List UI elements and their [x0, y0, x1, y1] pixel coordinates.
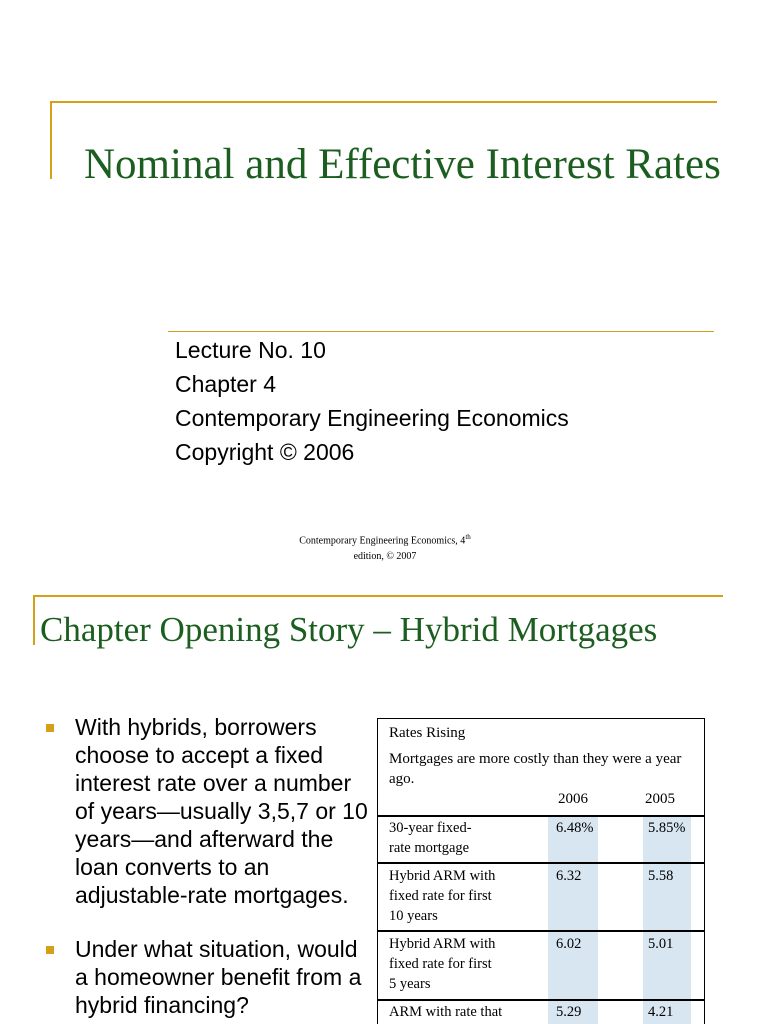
accent-top-rule [33, 595, 723, 597]
rate-2005: 4.21 [648, 1004, 674, 1020]
label-line: fixed rate for first [389, 888, 492, 904]
accent-vertical-bar [33, 595, 35, 645]
story-slide [0, 585, 768, 1024]
table-row-label [389, 866, 495, 926]
label-line: Hybrid ARM with [389, 868, 496, 884]
table-row-label [389, 1002, 502, 1022]
accent-vertical-bar [50, 101, 52, 179]
label-line: 5 years [389, 976, 431, 992]
row-divider [378, 862, 704, 864]
label-line: ARM with rate that [389, 1004, 503, 1020]
rate-2005: 5.01 [648, 936, 674, 952]
rates-table [377, 718, 705, 1024]
footer-superscript: th [465, 533, 471, 541]
chapter-label: Chapter 4 [175, 371, 277, 397]
copyright-line: Copyright © 2006 [175, 439, 355, 465]
subtitle-rule [168, 331, 714, 332]
bullet-item [46, 713, 376, 909]
column-highlight-2005 [643, 817, 691, 1024]
table-row-label [389, 818, 472, 858]
label-line: 30-year fixed- [389, 820, 472, 836]
table-row-label [389, 934, 495, 994]
rate-2006: 6.02 [556, 936, 582, 952]
subtitle-block [175, 333, 569, 469]
rates-table-title: Rates Rising [389, 725, 466, 741]
lecture-number: Lecture No. 10 [175, 337, 326, 363]
label-line: fixed rate for first [389, 956, 492, 972]
label-line: 10 years [389, 908, 438, 924]
label-line: Hybrid ARM with [389, 936, 496, 952]
slide-footer [260, 529, 510, 565]
rate-2006: 6.32 [556, 868, 582, 884]
column-header-2005: 2005 [645, 791, 675, 807]
square-bullet-icon [46, 724, 54, 732]
slide-title: Chapter Opening Story – Hybrid Mortgages [40, 610, 658, 649]
rate-2006: 6.48% [556, 820, 594, 836]
bullet-item [46, 935, 376, 1019]
bullet-list [46, 713, 376, 1024]
slide-title: Nominal and Effective Interest Rates [84, 141, 721, 188]
row-divider [378, 999, 704, 1001]
footer-line-2: edition, © 2007 [353, 551, 417, 563]
column-header-2006: 2006 [558, 791, 588, 807]
book-title: Contemporary Engineering Economics [175, 405, 569, 431]
footer-line-1: Contemporary Engineering Economics, 4 [299, 535, 466, 547]
square-bullet-icon [46, 946, 54, 954]
rate-2006: 5.29 [556, 1004, 582, 1020]
bullet-text: With hybrids, borrowers choose to accept a fixed interest rate over a number of years—usually 3,5,7 or 10 years—and afterward the loan converts to an adjustable-rate mortgages. [75, 714, 368, 908]
rate-2005: 5.85% [648, 820, 686, 836]
bullet-text: Under what situation, would a homeowner benefit from a hybrid financing? [75, 936, 362, 1018]
rate-2005: 5.58 [648, 868, 674, 884]
label-line: rate mortgage [389, 840, 470, 856]
column-highlight-2006 [548, 817, 598, 1024]
rates-table-description: Mortgages are more costly than they were a year ago. [389, 751, 682, 787]
row-divider [378, 815, 704, 817]
accent-top-rule [50, 101, 717, 103]
row-divider [378, 930, 704, 932]
